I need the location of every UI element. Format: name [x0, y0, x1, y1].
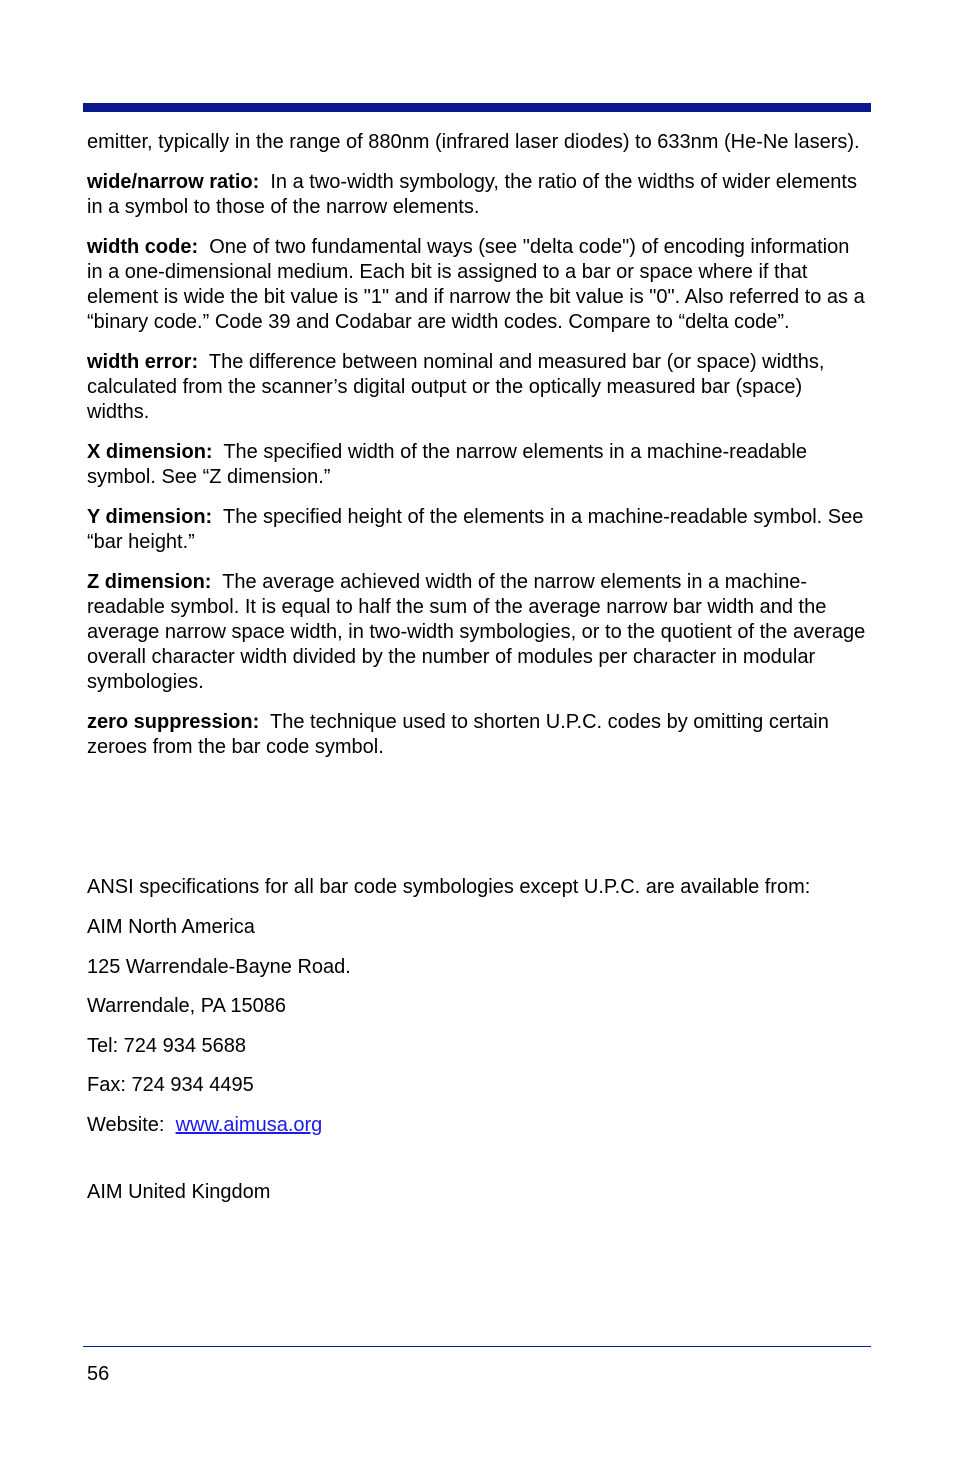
- glossary-term: Y dimension:: [87, 506, 213, 528]
- glossary-definition: The average achieved width of the narrow elements in a machine-readable symbol. It is equal to half the sum of the average narrow bar width and the average narrow space width, in two-width symbologies, or to the quotient of the average overall character width divided by the number of modules per character in modular symbologies.: [87, 571, 866, 693]
- ansi-intro: ANSI specifications for all bar code symbologies except U.P.C. are available from:: [87, 876, 811, 898]
- section-spacer: [87, 775, 867, 875]
- ansi-fax: Fax: 724 934 4495: [87, 1074, 254, 1096]
- glossary-definition: The specified width of the narrow elements in a machine-readable symbol. See “Z dimension.”: [87, 441, 807, 488]
- glossary-entry-width-code: [87, 235, 867, 335]
- glossary-term: wide/narrow ratio:: [87, 171, 260, 193]
- website-link[interactable]: www.aimusa.org: [175, 1113, 323, 1136]
- glossary-definition: In a two-width symbology, the ratio of the widths of wider elements in a symbol to those of the narrow elements.: [87, 171, 857, 218]
- ansi-website: [87, 1113, 867, 1138]
- page-content: [87, 130, 867, 1220]
- glossary-entry-width-error: [87, 350, 867, 425]
- page-number: 56: [87, 1363, 110, 1385]
- glossary-entry-z-dimension: [87, 570, 867, 695]
- glossary-definition: The technique used to shorten U.P.C. codes by omitting certain zeroes from the bar code symbol.: [87, 711, 829, 758]
- glossary-term: width code:: [87, 236, 199, 258]
- glossary-term: zero suppression:: [87, 711, 260, 733]
- glossary-entry-y-dimension: [87, 505, 867, 555]
- address-spacer: [87, 1152, 867, 1180]
- glossary-entry-wide-narrow-ratio: [87, 170, 867, 220]
- glossary-entry-zero-suppression: [87, 710, 867, 760]
- website-label: Website:: [87, 1113, 165, 1136]
- ansi-uk-org: AIM United Kingdom: [87, 1181, 271, 1203]
- glossary-continuation: emitter, typically in the range of 880nm (infrared laser diodes) to 633nm (He-Ne lasers).: [87, 131, 860, 153]
- ansi-street: 125 Warrendale-Bayne Road.: [87, 955, 351, 978]
- glossary-definition: The difference between nominal and measured bar (or space) widths, calculated from the scanner’s digital output or the optically measured bar (space) widths.: [87, 351, 825, 423]
- glossary-entry-x-dimension: [87, 440, 867, 490]
- ansi-city: Warrendale, PA 15086: [87, 995, 287, 1017]
- glossary-definition: One of two fundamental ways (see "delta code") of encoding information in a one-dimensional medium. Each bit is assigned to a bar or space where if that element is wide the bit value is "1" and if narrow the bit value is "0". Also referred to as a “binary code.” Code 39 and Codabar are width codes. Compare to “delta code”.: [87, 236, 865, 333]
- glossary-term: width error:: [87, 351, 199, 373]
- glossary-term: Z dimension:: [87, 571, 212, 593]
- ansi-tel: Tel: 724 934 5688: [87, 1034, 247, 1057]
- footer-rule: [83, 1346, 871, 1347]
- glossary-term: X dimension:: [87, 441, 213, 463]
- ansi-org-name: AIM North America: [87, 916, 255, 938]
- glossary-definition: The specified height of the elements in a machine-readable symbol. See “bar height.”: [87, 506, 864, 553]
- header-rule: [83, 103, 871, 112]
